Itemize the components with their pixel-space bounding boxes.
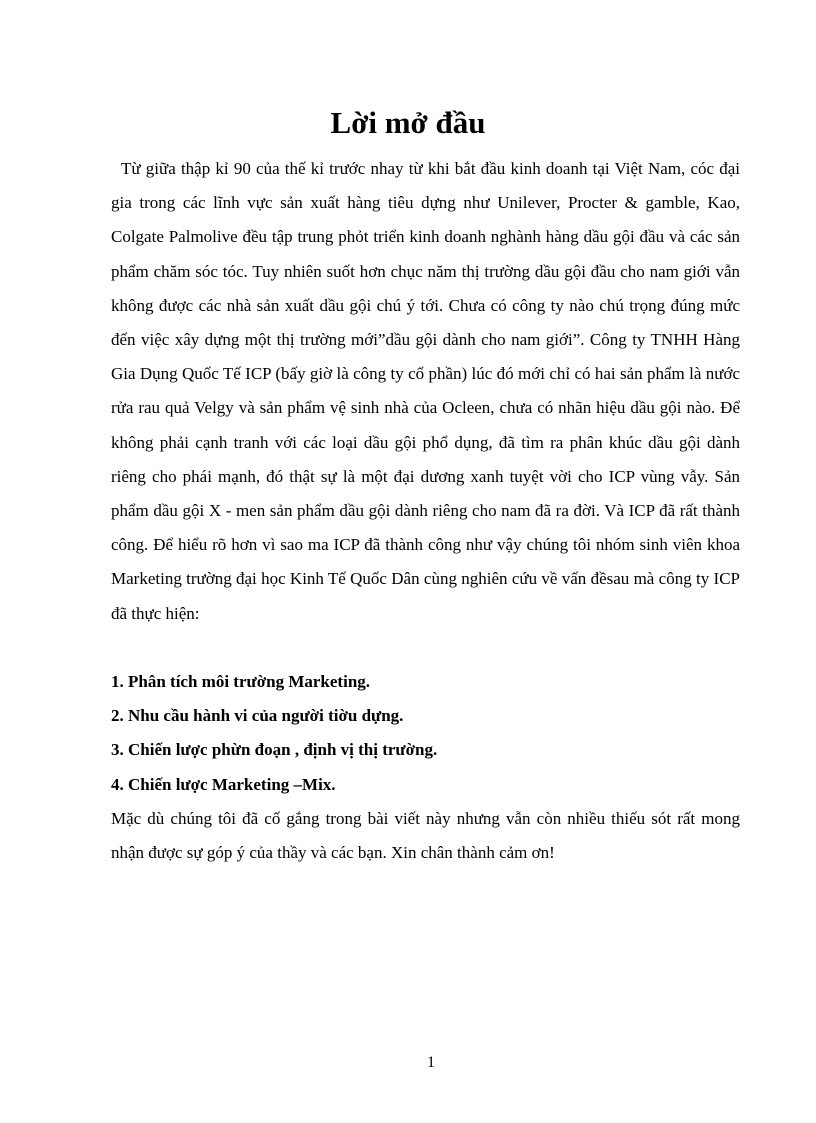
section-list <box>111 665 740 802</box>
section-item-3: 3. Chiến lược phừn đoạn , định vị thị trường. <box>111 740 438 760</box>
intro-paragraph: Từ giữa thập kỉ 90 của thế kỉ trước nhay từ khi bắt đầu kinh doanh tại Việt Nam, cóc đại gia trong các lĩnh vực sản xuất hàng tiêu dựng như Unilever, Procter & gamble, Kao, Colgate Palmolive đều tập trung phỏt triển kinh doanh nghành hàng dầu gội đầu và các sản phẩm chăm sóc tóc. Tuy nhiên suốt hơn chục năm thị trường dầu gội đầu cho nam giới vẫn không được các nhà sản xuất dầu gội chú ý tới. Chưa có công ty nào chú trọng đúng mức đến việc xây dựng một thị trường mới”dầu gội dành cho nam giới”. Công ty TNHH Hàng Gia Dụng Quốc Tế ICP (bấy giờ là công ty cổ phần) lúc đó mới chỉ có hai sản phẩm là nước rửa rau quả Velgy và sản phẩm vệ sinh nhà của Ocleen, chưa có nhãn hiệu dầu gội nào. Để không phải cạnh tranh với các loại dầu gội phổ dụng, đã tìm ra phân khúc dầu gội dành riêng cho phái mạnh, đó thật sự là một đại dương xanh tuyệt vời cho ICP vùng vẫy. Sản phẩm dầu gội X - men sản phẩm dầu gội dành riêng cho nam đã ra đời. Và ICP đã rất thành công. Để hiểu rõ hơn vì sao ma ICP đã thành công như vậy chúng tôi nhóm sinh viên khoa Marketing trường đại học Kinh Tế Quốc Dân cùng nghiên cứu về vấn đềsau mà công ty ICP đã thực hiện: <box>111 159 740 623</box>
section-item-2: 2. Nhu cầu hành vi của người tiờu dựng. <box>111 706 404 726</box>
closing-paragraph: Mặc dù chúng tôi đã cố gắng trong bài viết này nhưng vẫn còn nhiều thiếu sót rất mong nhận được sự góp ý của thầy và các bạn. Xin chân thành cảm ơn! <box>111 809 740 863</box>
section-item-4: 4. Chiến lược Marketing –Mix. <box>111 774 336 794</box>
page-number: 1 <box>427 1054 435 1071</box>
page-title: Lời mở đầu <box>330 105 486 140</box>
section-item-1: 1. Phân tích môi trường Marketing. <box>111 672 371 691</box>
